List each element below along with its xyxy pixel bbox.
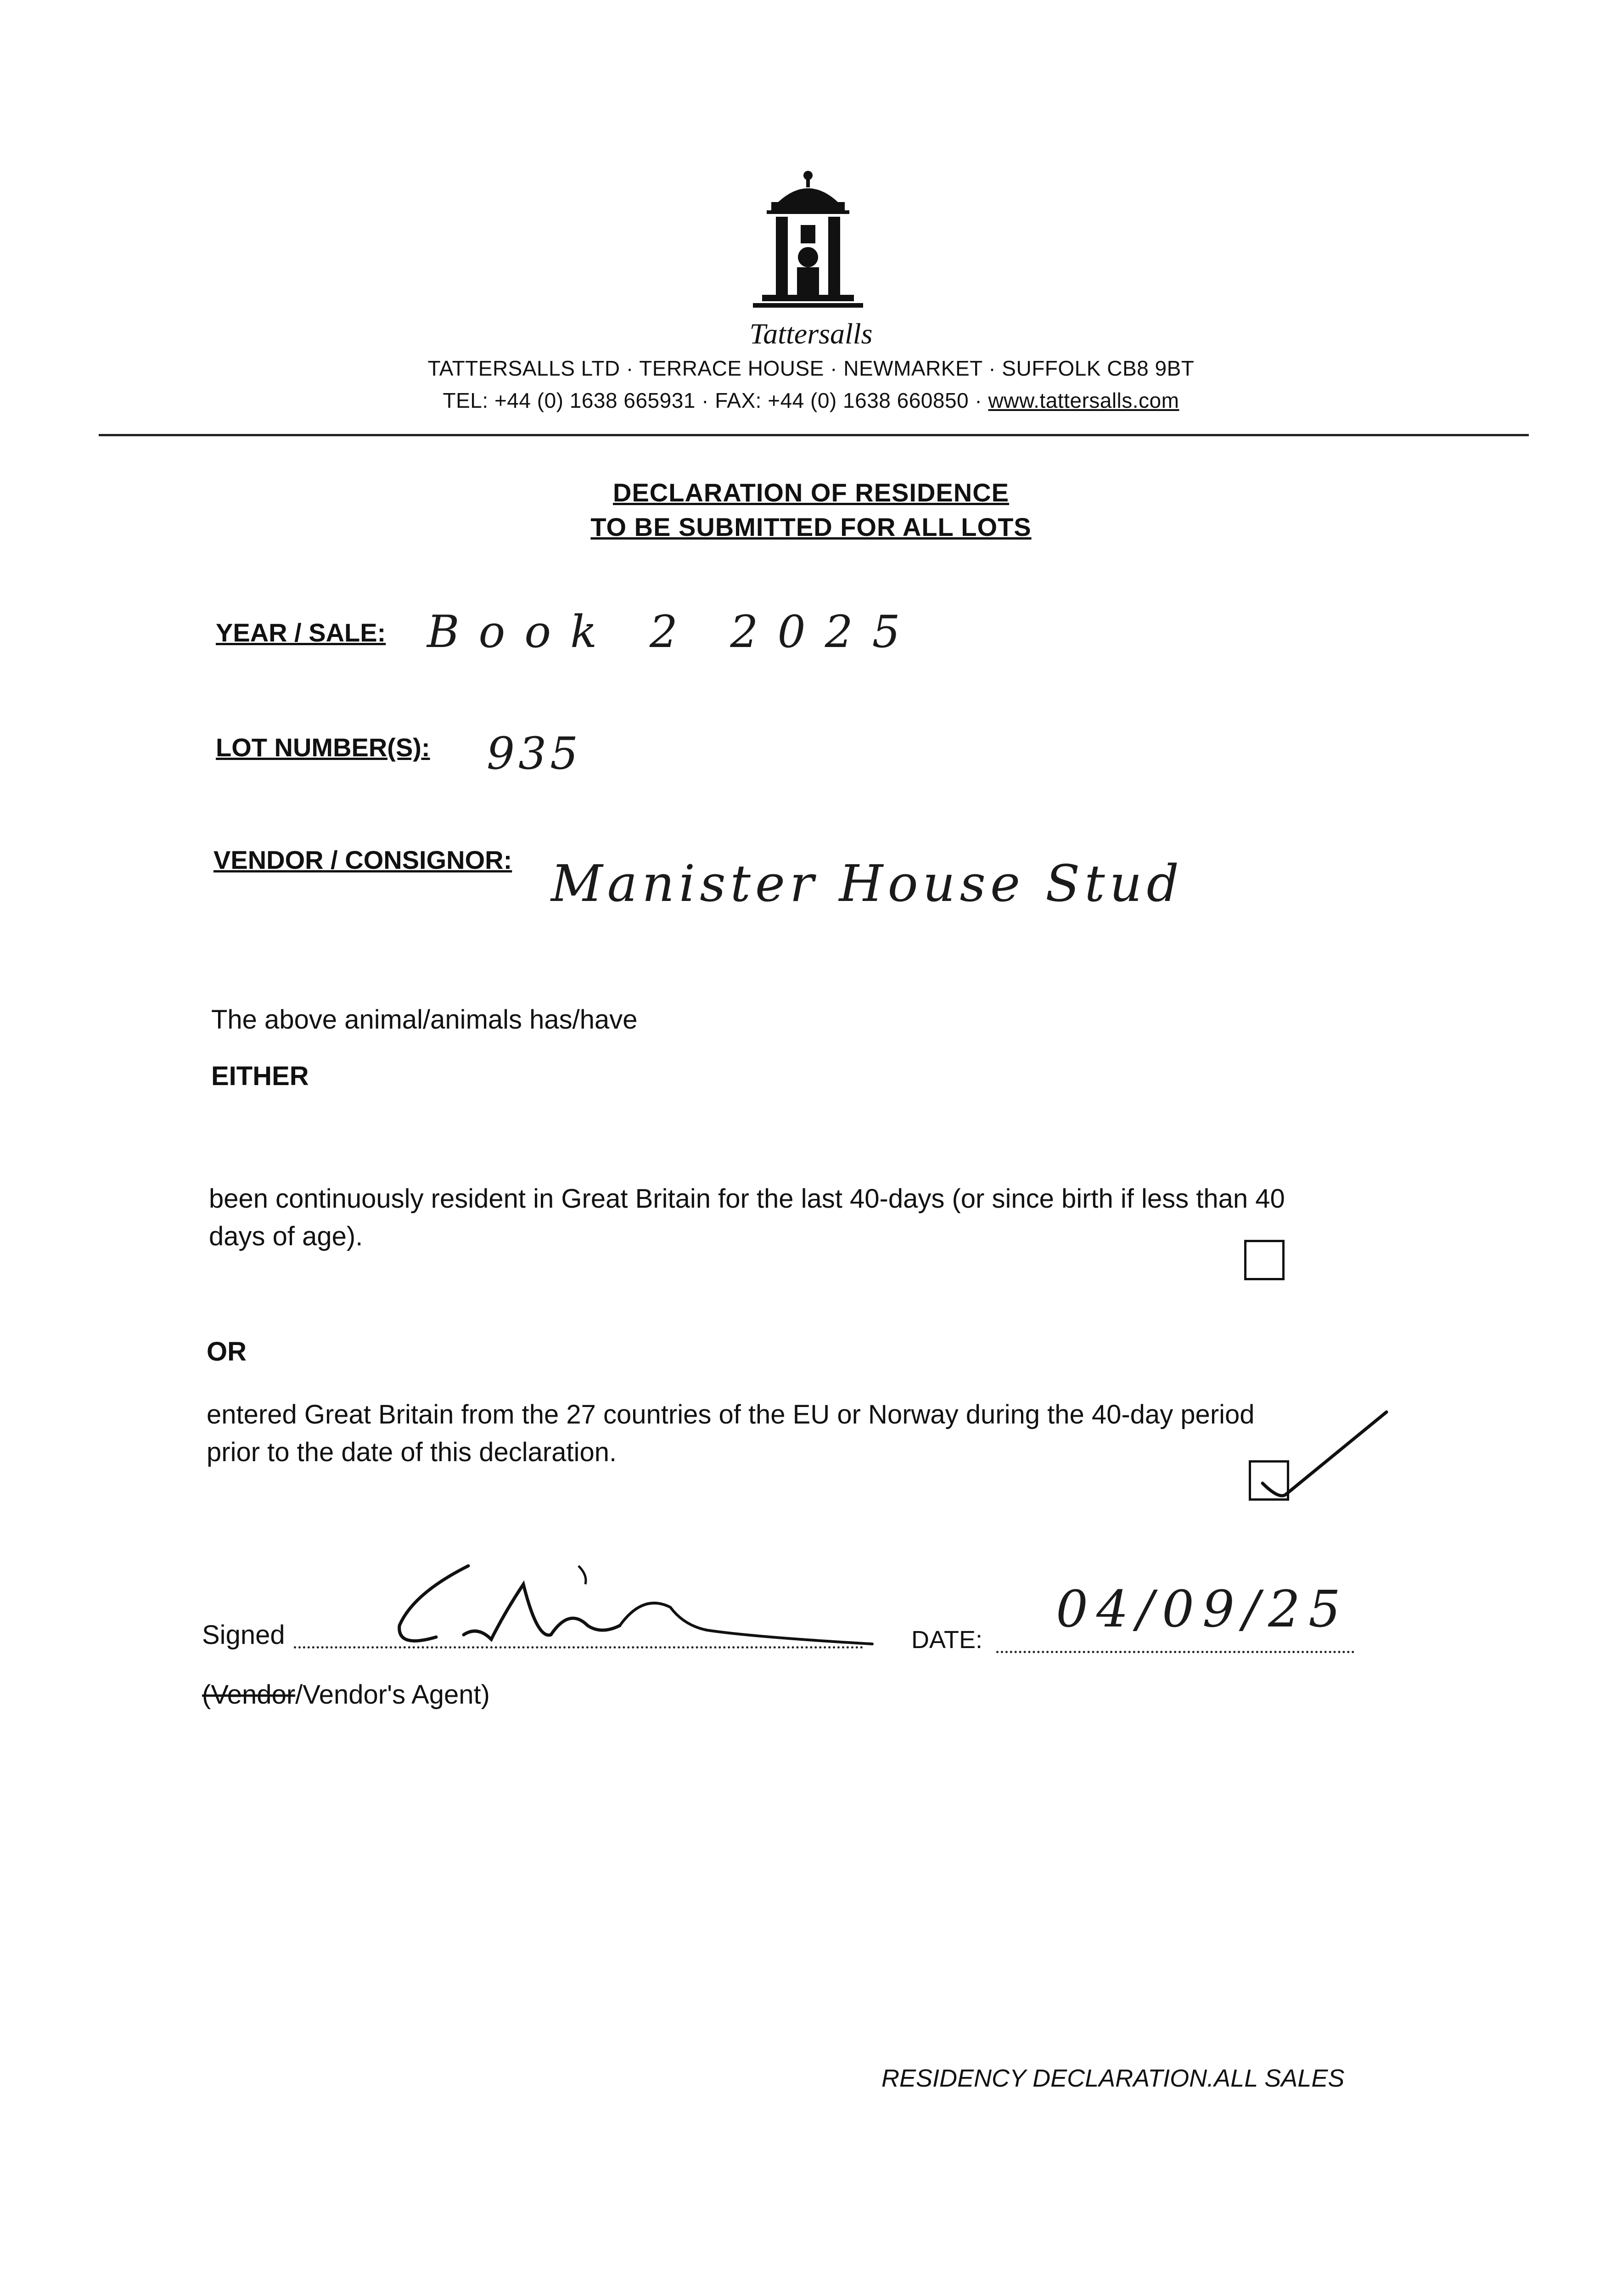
- lot-numbers-label: LOT NUMBER(S):: [216, 733, 430, 762]
- document-subtitle: TO BE SUBMITTED FOR ALL LOTS: [590, 512, 1032, 541]
- date-value: 04/09/25: [1056, 1580, 1349, 1638]
- signed-label: Signed: [202, 1620, 285, 1650]
- vendor-value: Manister House Stud: [551, 854, 1184, 913]
- year-sale-value: Book 2 2025: [427, 606, 920, 658]
- website-link[interactable]: www.tattersalls.com: [988, 388, 1179, 412]
- date-label: DATE:: [911, 1626, 983, 1654]
- signature-icon: [386, 1557, 881, 1662]
- signer-role-rest: /Vendor's Agent): [295, 1680, 490, 1710]
- footer-label: RESIDENCY DECLARATION.ALL SALES: [881, 2065, 1345, 2092]
- document-title: DECLARATION OF RESIDENCE: [613, 478, 1009, 507]
- or-heading: OR: [207, 1337, 247, 1367]
- address-line: TATTERSALLS LTD · TERRACE HOUSE · NEWMARKET · SUFFOLK CB8 9BT: [427, 356, 1195, 380]
- signer-role: [202, 1676, 490, 1714]
- either-heading: EITHER: [211, 1061, 309, 1091]
- option2-text-line1: entered Great Britain from the 27 countries of the EU or Norway during the 40-day period: [207, 1400, 1255, 1429]
- checkmark-icon: [1253, 1405, 1391, 1511]
- tattersalls-logo-icon: [753, 165, 863, 321]
- lot-numbers-value: 935: [487, 728, 582, 779]
- option1-text-line2: days of age).: [209, 1221, 363, 1251]
- year-sale-label: YEAR / SALE:: [216, 618, 386, 647]
- option1-checkbox[interactable]: [1244, 1240, 1285, 1280]
- option2-text-line2: prior to the date of this declaration.: [207, 1437, 617, 1467]
- contact-phone-fax: TEL: +44 (0) 1638 665931 · FAX: +44 (0) 1638 660850 ·: [443, 388, 988, 412]
- header-divider: [99, 434, 1529, 436]
- brand-name: Tattersalls: [749, 317, 873, 350]
- option1-text-line1: been continuously resident in Great Britain for the last 40-days (or since birth if less than 40: [209, 1184, 1285, 1214]
- intro-text: The above animal/animals has/have: [211, 1005, 638, 1035]
- vendor-label: VENDOR / CONSIGNOR:: [213, 845, 512, 874]
- date-line: [996, 1651, 1354, 1653]
- contact-line: [0, 388, 1622, 413]
- signer-role-struck: (Vendor: [202, 1680, 296, 1710]
